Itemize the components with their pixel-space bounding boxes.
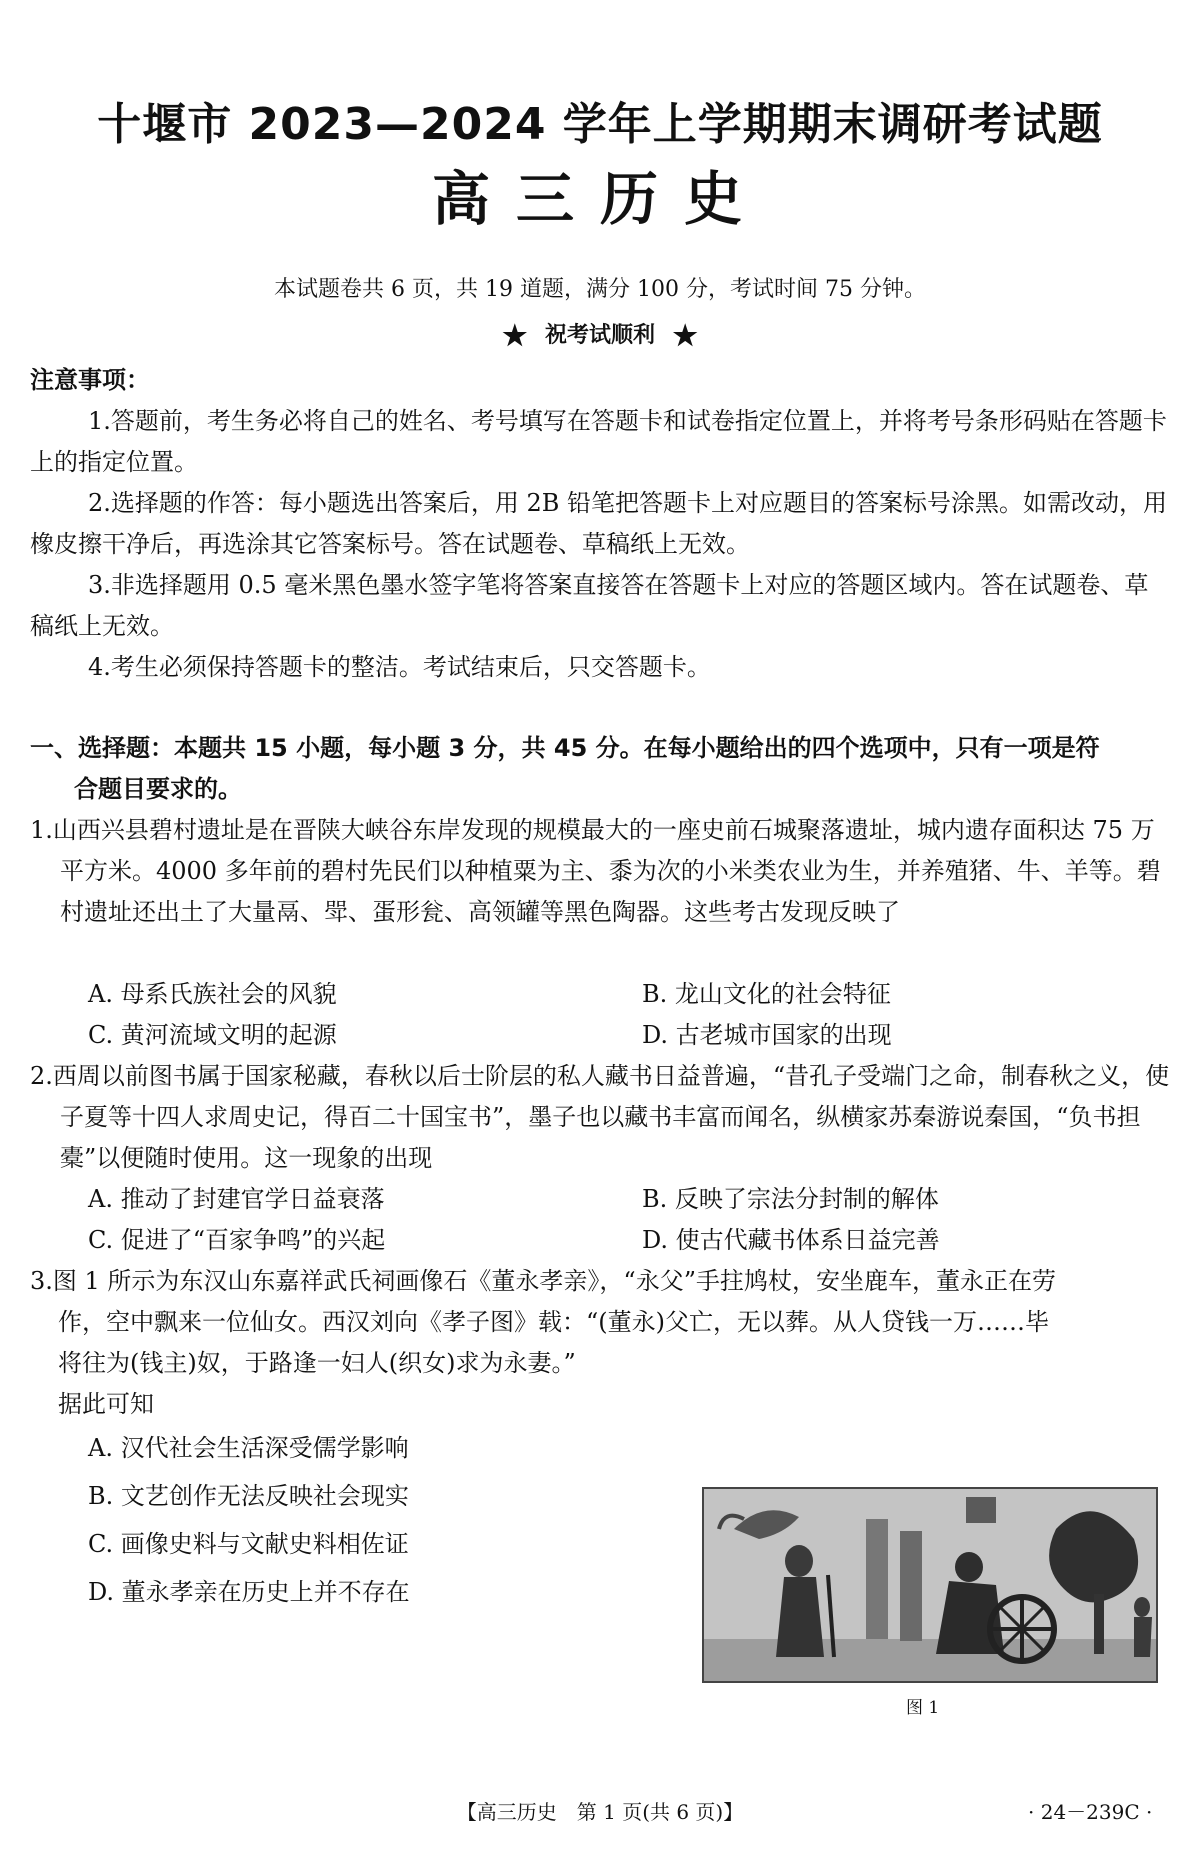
wish-text: 祝考试顺利	[544, 322, 655, 348]
q1-option-d: D. 古老城市国家的出现	[642, 1021, 892, 1049]
page-footer: 【高三历史 第 1 页(共 6 页)】	[456, 1800, 744, 1824]
q1-option-b: B. 龙山文化的社会特征	[642, 980, 891, 1008]
notes-heading: 注意事项：	[30, 366, 150, 394]
section-heading-cont: 合题目要求的。	[74, 775, 242, 803]
q3-option-d: D. 董永孝亲在历史上并不存在	[88, 1578, 410, 1606]
figure-1-caption: 图 1	[906, 1698, 940, 1718]
question-2-stem: 2.西周以前图书属于国家秘藏，春秋以后士阶层的私人藏书日益普遍，“昔孔子受端门之命，制春秋之义，使子夏等十四人求周史记，得百二十国宝书”，墨子也以藏书丰富而闻名，纵横家苏秦游说秦国，“负书担橐”以便随时使用。这一现象的出现	[30, 1062, 1170, 1172]
wish-line	[0, 318, 1200, 352]
question-3-stem-line3: 将往为(钱主)奴，于路逢一妇人(织女)求为永妻。”	[58, 1349, 576, 1377]
q2-option-d: D. 使古代藏书体系日益完善	[642, 1226, 940, 1254]
exam-info: 本试题卷共 6 页，共 19 道题，满分 100 分，考试时间 75 分钟。	[274, 277, 926, 302]
q3-option-c: C. 画像史料与文献史料相佐证	[88, 1530, 409, 1558]
section-heading: 一、选择题：本题共 15 小题，每小题 3 分，共 45 分。在每小题给出的四个选项中，只有一项是符	[30, 734, 1100, 762]
question-3-stem-line4: 据此可知	[58, 1390, 154, 1418]
q2-option-c: C. 促进了“百家争鸣”的兴起	[88, 1226, 386, 1254]
subject-title: 高三历史	[431, 165, 768, 233]
star-icon: ★	[672, 319, 698, 352]
q1-option-a: A. 母系氏族社会的风貌	[88, 980, 337, 1008]
note-item-3: 3.非选择题用 0.5 毫米黑色墨水签字笔将答案直接答在答题卡上对应的答题区域内。答在试题卷、草稿纸上无效。	[30, 571, 1149, 640]
q3-option-a: A. 汉代社会生活深受儒学影响	[88, 1434, 409, 1462]
note-item-4: 4.考生必须保持答题卡的整洁。考试结束后，只交答题卡。	[88, 653, 711, 681]
q1-option-c: C. 黄河流域文明的起源	[88, 1021, 337, 1049]
star-icon: ★	[502, 319, 528, 352]
paper-code: · 24－239C ·	[1028, 1800, 1153, 1824]
question-3-stem-line1: 3.图 1 所示为东汉山东嘉祥武氏祠画像石《董永孝亲》，“永父”手拄鸠杖，安坐鹿车，董永正在劳	[30, 1267, 1056, 1295]
q3-option-b: B. 文艺创作无法反映社会现实	[88, 1482, 409, 1510]
relief-image	[704, 1489, 1156, 1681]
question-3-stem-line2: 作，空中飘来一位仙女。西汉刘向《孝子图》载：“(董永)父亡，无以葬。从人贷钱一万……毕	[58, 1308, 1049, 1336]
question-1-stem: 1.山西兴县碧村遗址是在晋陕大峡谷东岸发现的规模最大的一座史前石城聚落遗址，城内遗存面积达 75 万平方米。4000 多年前的碧村先民们以种植粟为主、黍为次的小米类农业为生，并养殖猪、牛、羊等。碧村遗址还出土了大量鬲、斝、蛋形瓮、高领罐等黑色陶器。这些考古发现反映了	[30, 816, 1161, 926]
q2-option-b: B. 反映了宗法分封制的解体	[642, 1185, 939, 1213]
note-item-1: 1.答题前，考生务必将自己的姓名、考号填写在答题卡和试卷指定位置上，并将考号条形码贴在答题卡上的指定位置。	[30, 407, 1167, 476]
figure-1-stone-relief	[702, 1487, 1158, 1683]
exam-title: 十堰市 2023—2024 学年上学期期末调研考试题	[97, 99, 1103, 150]
q2-option-a: A. 推动了封建官学日益衰落	[88, 1185, 385, 1213]
note-item-2: 2.选择题的作答：每小题选出答案后，用 2B 铅笔把答题卡上对应题目的答案标号涂黑。如需改动，用橡皮擦干净后，再选涂其它答案标号。答在试题卷、草稿纸上无效。	[30, 489, 1168, 558]
